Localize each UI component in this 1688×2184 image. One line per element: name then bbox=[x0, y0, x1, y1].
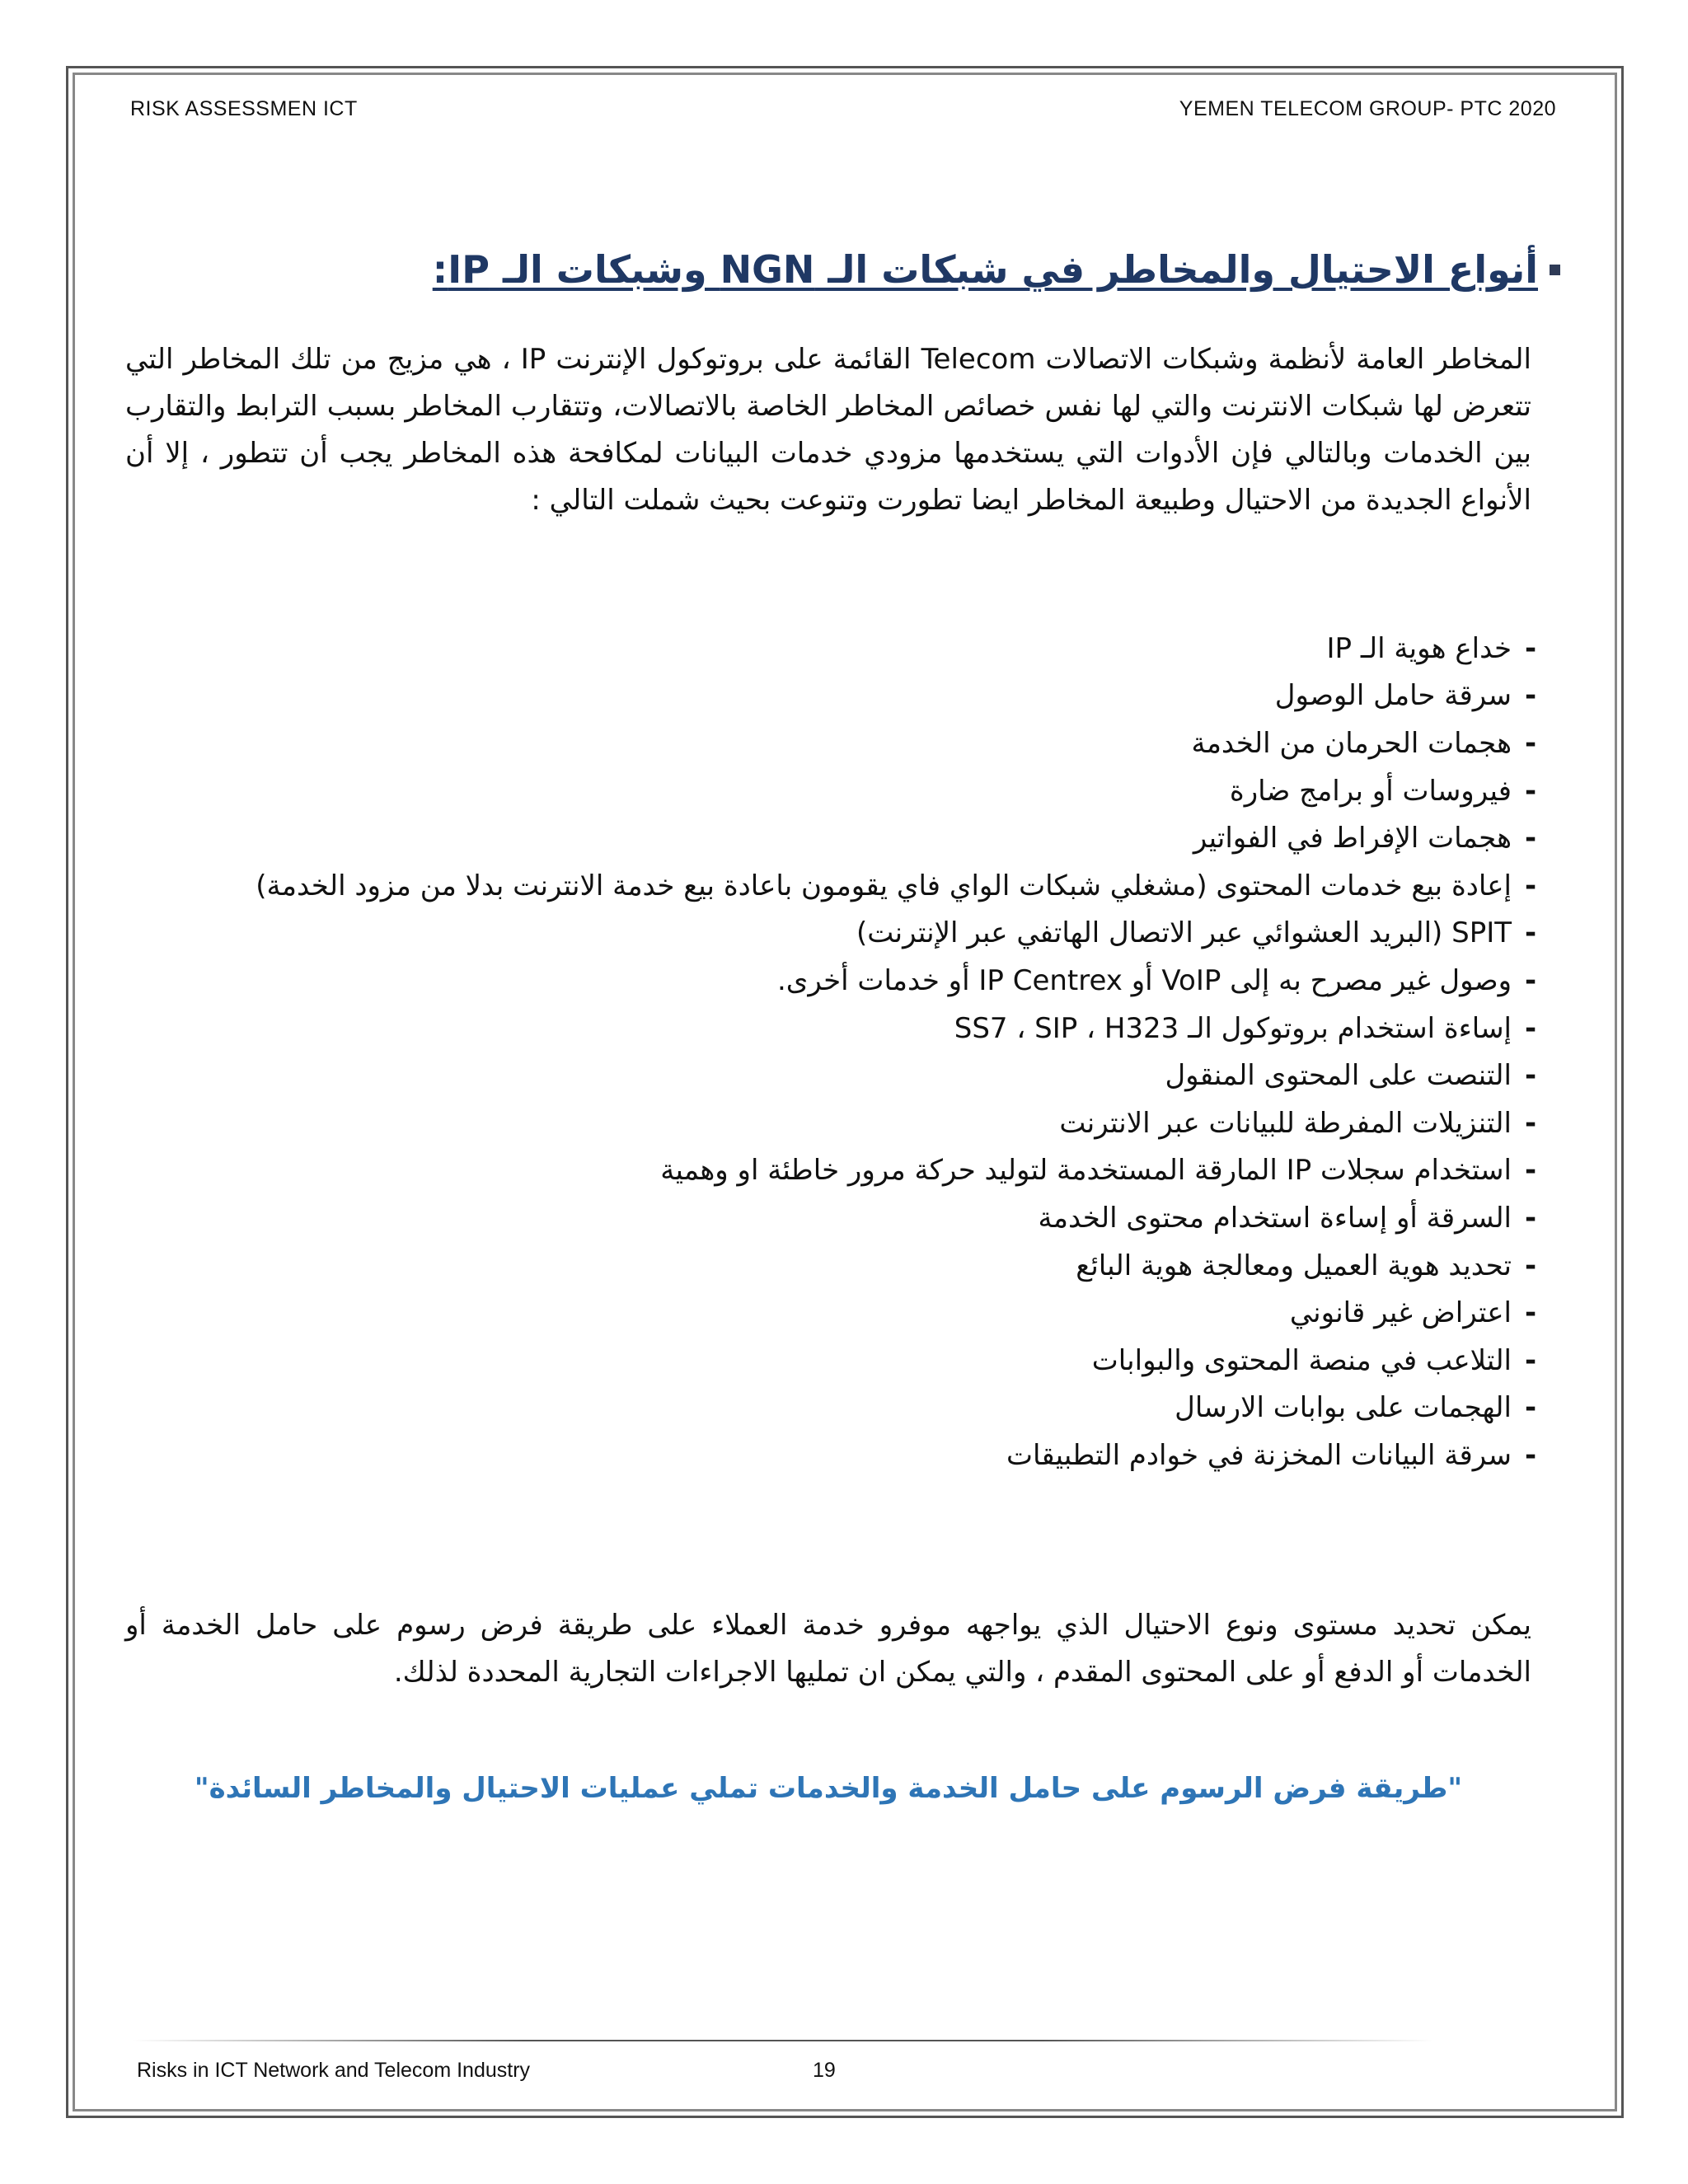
list-item bbox=[148, 673, 1550, 720]
square-bullet-icon bbox=[1550, 265, 1560, 275]
list-item bbox=[148, 1385, 1550, 1432]
list-item-text: خداع هوية الـ IP bbox=[1326, 631, 1512, 665]
dash-bullet: - bbox=[1524, 1391, 1537, 1425]
list-item-text: سرقة حامل الوصول bbox=[1274, 679, 1512, 713]
list-item bbox=[148, 719, 1550, 767]
highlight-quote: "طريقة فرض الرسوم على حامل الخدمة والخدمات تملي عمليات الاحتيال والمخاطر السائدة" bbox=[194, 1772, 1463, 1805]
list-item-text: فيروسات أو برامج ضارة bbox=[1229, 774, 1512, 808]
list-item-text: التنزيلات المفرطة للبيانات عبر الانترنت bbox=[1059, 1106, 1512, 1140]
dash-bullet: - bbox=[1524, 774, 1537, 808]
list-item-text: الهجمات على بوابات الارسال bbox=[1175, 1391, 1512, 1425]
list-item bbox=[148, 1289, 1550, 1337]
list-item bbox=[148, 1099, 1550, 1147]
closing-paragraph: يمكن تحديد مستوى ونوع الاحتيال الذي يواجهه موفرو خدمة العملاء على طريقة فرض رسوم على حامل الخدمة أو الخدمات أو الدفع أو على المحتوى المقدم ، والتي يمكن ان تمليها الاجراءات التجارية المحددة لذلك. bbox=[125, 1609, 1531, 1689]
list-item bbox=[148, 1242, 1550, 1290]
list-item-text: التلاعب في منصة المحتوى والبوابات bbox=[1091, 1343, 1512, 1377]
list-item bbox=[148, 1194, 1550, 1242]
intro-paragraph: المخاطر العامة لأنظمة وشبكات الاتصالات Telecom القائمة على بروتوكول الإنترنت IP ، هي مزيج من تلك المخاطر التي تتعرض لها شبكات الانترنت والتي لها نفس خصائص المخاطر الخاصة بالاتصالات، وتتقارب المخاطر بسبب الترابط والتقارب بين الخدمات وبالتالي فإن الأدوات التي يستخدمها مزودي خدمات البيانات لمكافحة هذه المخاطر يجب أن تتطور ، إلا أن الأنواع الجديدة من الاحتيال وطبيعة المخاطر ايضا تطورت وتنوعت بحيث شملت التالي : bbox=[125, 343, 1531, 517]
risk-list bbox=[148, 625, 1550, 1479]
dash-bullet: - bbox=[1524, 1249, 1537, 1282]
dash-bullet: - bbox=[1524, 1201, 1537, 1235]
list-item-text: إساءة استخدام بروتوكول الـ SS7 ، SIP ، H323 bbox=[954, 1011, 1512, 1045]
footer-title: Risks in ICT Network and Telecom Industry bbox=[137, 2059, 531, 2082]
list-item bbox=[148, 1337, 1550, 1385]
section-heading bbox=[433, 247, 1560, 292]
list-item bbox=[148, 1052, 1550, 1099]
list-item bbox=[148, 910, 1550, 958]
dash-bullet: - bbox=[1524, 963, 1537, 997]
footer-divider bbox=[132, 2040, 1434, 2041]
heading-text: أنواع الاحتيال والمخاطر في شبكات الـ NGN وشبكات الـ IP: bbox=[432, 247, 1538, 292]
dash-bullet: - bbox=[1524, 1296, 1537, 1330]
header-left-text: RISK ASSESSMEN ICT bbox=[130, 97, 358, 120]
dash-bullet: - bbox=[1524, 1059, 1537, 1093]
dash-bullet: - bbox=[1524, 1011, 1537, 1045]
list-item-text: هجمات الإفراط في الفواتير bbox=[1193, 822, 1512, 855]
list-item bbox=[148, 767, 1550, 815]
list-item-text: SPIT (البريد العشوائي عبر الاتصال الهاتفي عبر الإنترنت) bbox=[856, 916, 1512, 950]
dash-bullet: - bbox=[1524, 726, 1537, 760]
list-item-text: التنصت على المحتوى المنقول bbox=[1165, 1059, 1512, 1093]
dash-bullet: - bbox=[1524, 679, 1537, 713]
list-item-text: استخدام سجلات IP المارقة المستخدمة لتوليد حركة مرور خاطئة او وهمية bbox=[660, 1154, 1512, 1188]
header-right-text: YEMEN TELECOM GROUP- PTC 2020 bbox=[1179, 97, 1556, 120]
dash-bullet: - bbox=[1524, 822, 1537, 855]
list-item bbox=[148, 1432, 1550, 1479]
list-item-text: تحديد هوية العميل ومعالجة هوية البائع bbox=[1076, 1249, 1512, 1282]
dash-bullet: - bbox=[1524, 869, 1537, 902]
list-item-text: اعتراض غير قانوني bbox=[1289, 1296, 1512, 1330]
list-item bbox=[148, 1147, 1550, 1195]
list-item-text: وصول غير مصرح به إلى VoIP أو IP Centrex أو خدمات أخرى. bbox=[776, 963, 1512, 997]
dash-bullet: - bbox=[1524, 1154, 1537, 1188]
list-item bbox=[148, 625, 1550, 673]
list-item bbox=[148, 814, 1550, 862]
page-number: 19 bbox=[813, 2059, 836, 2082]
dash-bullet: - bbox=[1524, 1343, 1537, 1377]
list-item-text: إعادة بيع خدمات المحتوى (مشغلي شبكات الواي فاي يقومون باعادة بيع خدمة الانترنت بدلا من مزود الخدمة) bbox=[256, 869, 1512, 902]
dash-bullet: - bbox=[1524, 631, 1537, 665]
list-item-text: هجمات الحرمان من الخدمة bbox=[1191, 726, 1512, 760]
list-item-text: سرقة البيانات المخزنة في خوادم التطبيقات bbox=[1006, 1438, 1512, 1472]
dash-bullet: - bbox=[1524, 1106, 1537, 1140]
list-item-text: السرقة أو إساءة استخدام محتوى الخدمة bbox=[1038, 1201, 1512, 1235]
dash-bullet: - bbox=[1524, 916, 1537, 950]
list-item bbox=[148, 957, 1550, 1005]
dash-bullet: - bbox=[1524, 1438, 1537, 1472]
list-item bbox=[148, 1005, 1550, 1052]
list-item bbox=[148, 862, 1550, 910]
